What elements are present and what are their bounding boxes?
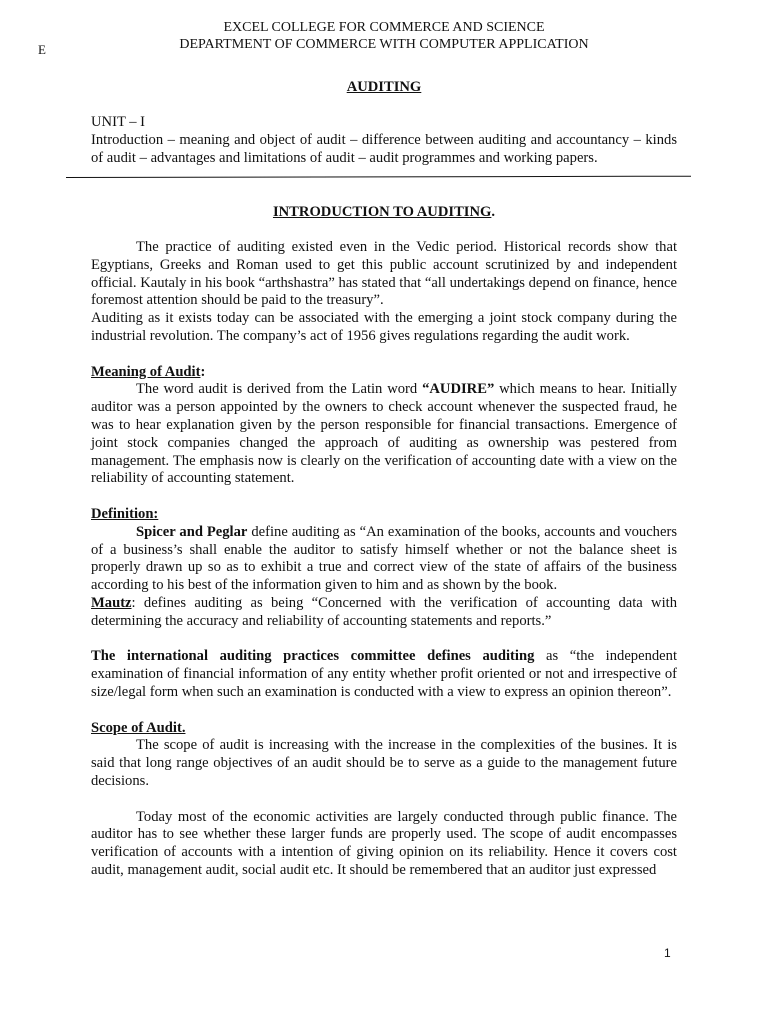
page-number: 1 bbox=[664, 946, 671, 960]
meaning-text-a: The word audit is derived from the Latin word bbox=[136, 381, 423, 398]
iapc-definition bbox=[91, 648, 677, 701]
document-body bbox=[91, 239, 677, 880]
definition-heading: Definition: bbox=[91, 505, 159, 522]
spicer-definition bbox=[91, 524, 677, 595]
department-name: DEPARTMENT OF COMMERCE WITH COMPUTER APPLICATION bbox=[179, 36, 589, 52]
meaning-paragraph bbox=[91, 381, 677, 488]
iapc-name: The international auditing practices committee defines auditing bbox=[91, 648, 535, 665]
document-title: AUDITING bbox=[346, 79, 422, 95]
spicer-name: Spicer and Peglar bbox=[136, 523, 248, 540]
separator-line bbox=[66, 176, 691, 178]
meaning-heading: Meaning of Audit bbox=[91, 363, 201, 380]
unit-label: UNIT – I bbox=[91, 114, 146, 130]
scope-paragraph-1: The scope of audit is increasing with the increase in the complexities of the busines. It is said that long range objectives of an audit should be to serve as a guide to the management future decisions. bbox=[91, 737, 677, 789]
mautz-text: : defines auditing as being “Concerned with the verification of accounting data with determining the accuracy and reliability of accounting statements and reports.” bbox=[91, 594, 677, 629]
scope-paragraph-2: Today most of the economic activities are largely conducted through public finance. The auditor has to see whether these larger funds are properly used. The scope of audit encompasses verification of accounts with a intention of giving opinion on its reliability. Hence it covers cost audit, management audit, social audit etc. It should be remembered that an auditor just expressed bbox=[91, 808, 677, 878]
intro-heading-suffix: . bbox=[491, 204, 496, 220]
intro-heading-text: INTRODUCTION TO AUDITING bbox=[272, 204, 492, 220]
unit-topics: Introduction – meaning and object of audit – difference between auditing and accountancy – kinds of audit – advantages and limitations of audit – audit programmes and working papers. bbox=[91, 131, 677, 166]
unit-syllabus bbox=[91, 114, 677, 167]
iapc-text: as “the independent examination of financial information of any entity whether profit oriented or not and irrespective of size/legal form when such an examination is conducted with a view to express an opinion thereon”. bbox=[91, 648, 677, 700]
mautz-definition bbox=[91, 595, 677, 631]
scope-heading: Scope of Audit. bbox=[91, 719, 186, 736]
college-name: EXCEL COLLEGE FOR COMMERCE AND SCIENCE bbox=[223, 20, 545, 35]
intro-paragraph-2: Auditing as it exists today can be associated with the emerging a joint stock company during the industrial revolution. The company’s act of 1956 gives regulations regarding the audit work. bbox=[91, 310, 677, 344]
spicer-text: define auditing as “An examination of the books, accounts and vouchers of a business’s shall enable the auditor to satisfy himself whether or not the balance sheet is properly drawn up so as to exhibit a true and correct view of the state of affairs of the business according to his best of the information given to him and as shown by the book. bbox=[91, 523, 677, 594]
audire-term: “AUDIRE” bbox=[422, 381, 495, 398]
intro-heading bbox=[0, 204, 768, 222]
meaning-text-b: which means to hear. Initially auditor was a person appointed by the owners to check account whenever the suspected fraud, he was to hear explanation given by the person responsible for financial transactions. Emergence of joint stock companies changed the approach of auditing as ownership was pestered from management. The emphasis now is clearly on the verification of accounting date with a view on the reliability of accounting statement. bbox=[91, 381, 677, 487]
meaning-heading-suffix: : bbox=[200, 363, 206, 380]
mautz-name: Mautz bbox=[91, 594, 132, 611]
corner-mark: E bbox=[38, 42, 46, 57]
document-header bbox=[0, 20, 768, 53]
intro-paragraph-1: The practice of auditing existed even in the Vedic period. Historical records show that Egyptians, Greeks and Roman used to get this public account scrutinized by and independent official. Kautaly in his book “arthshastra” has stated that “all undertakings depend on finance, hence foremost attention should be paid to the treasury”. bbox=[91, 239, 677, 309]
